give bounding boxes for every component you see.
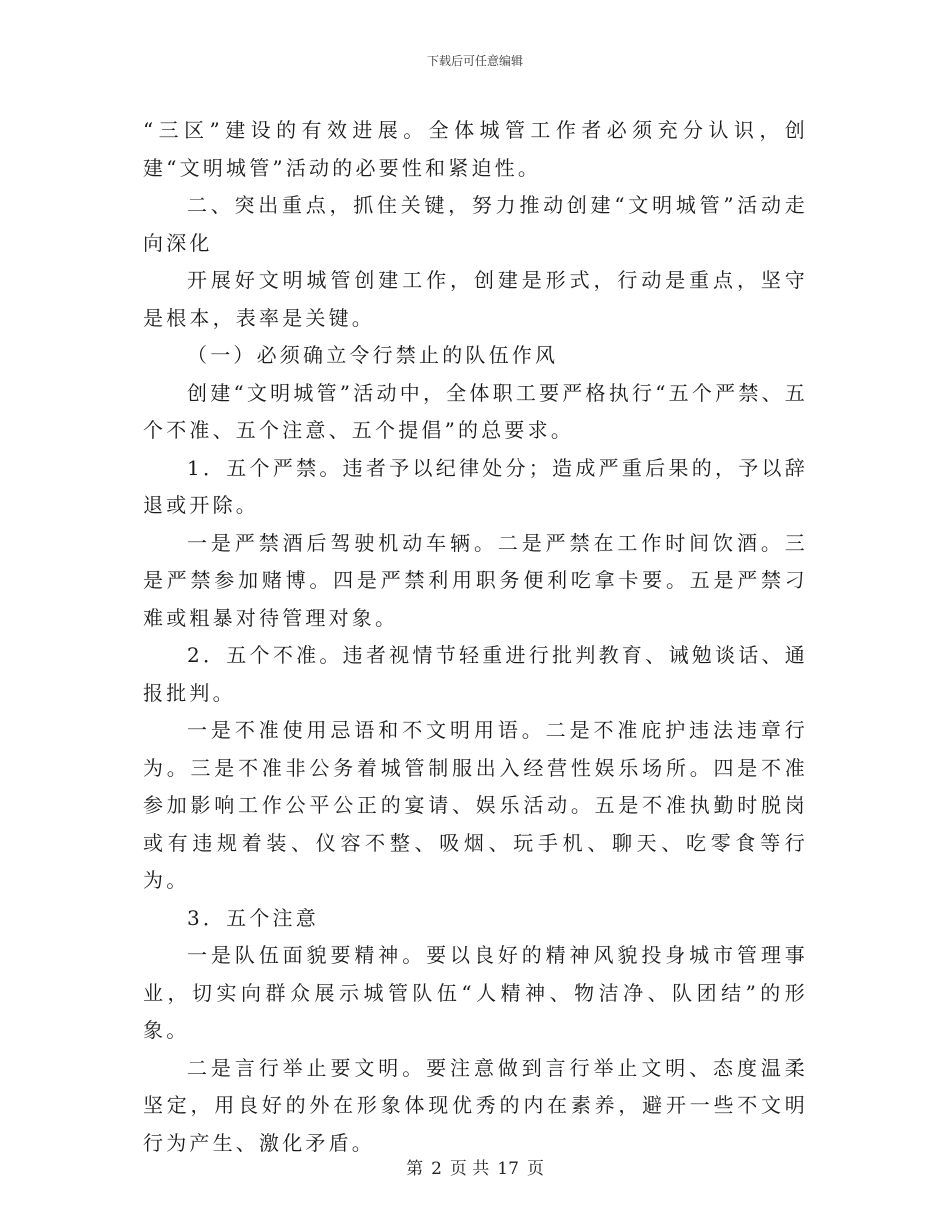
section-heading: 二、突出重点，抓住关键，努力推动创建“文明城管”活动走向深化 — [143, 193, 808, 255]
list-item-heading: 1．五个严禁。违者予以纪律处分；造成严重后果的，予以辞退或开除。 — [143, 455, 808, 517]
paragraph: 一是队伍面貌要精神。要以良好的精神风貌投身城市管理事业，切实向群众展示城管队伍“人精神、物洁净、队团结”的形象。 — [143, 943, 808, 1042]
document-body — [143, 112, 808, 1162]
page-footer — [0, 1154, 950, 1179]
list-item-heading: 2．五个不准。违者视情节轻重进行批判教育、诫勉谈话、通报批判。 — [143, 643, 808, 705]
paragraph: “三区”建设的有效进展。全体城管工作者必须充分认识，创建“文明城管”活动的必要性和紧迫性。 — [143, 118, 808, 180]
footer-middle: 页 共 — [449, 1159, 490, 1179]
subsection-heading: （一）必须确立令行禁止的队伍作风 — [187, 343, 559, 367]
paragraph: 二是言行举止要文明。要注意做到言行举止文明、态度温柔坚定，用良好的外在形象体现优秀的内在素养，避开一些不文明行为产生、激化矛盾。 — [143, 1055, 808, 1155]
list-item-heading: 3．五个注意 — [187, 905, 319, 930]
paragraph: 一是不准使用忌语和不文明用语。二是不准庇护违法违章行为。三是不准非公务着城管制服出入经营性娱乐场所。四是不准参加影响工作公平公正的宴请、娱乐活动。五是不准执勤时脱岗或有违规着装、仪容不整、吸烟、玩手机、聊天、吃零食等行为。 — [143, 718, 808, 892]
footer-prefix: 第 — [406, 1159, 424, 1179]
page-header: 下载后可任意编辑 — [426, 54, 523, 68]
page-number: 2 — [431, 1159, 442, 1179]
paragraph: 创建“文明城管”活动中，全体职工要严格执行“五个严禁、五个不准、五个注意、五个提倡”的总要求。 — [143, 380, 808, 442]
paragraph: 一是严禁酒后驾驶机动车辆。二是严禁在工作时间饮酒。三是严禁参加赌博。四是严禁利用职务便利吃拿卡要。五是严禁刁难或粗暴对待管理对象。 — [143, 530, 808, 630]
footer-suffix: 页 — [526, 1159, 544, 1179]
paragraph: 开展好文明城管创建工作，创建是形式，行动是重点，坚守是根本，表率是关键。 — [143, 268, 808, 330]
total-pages: 17 — [497, 1159, 519, 1179]
